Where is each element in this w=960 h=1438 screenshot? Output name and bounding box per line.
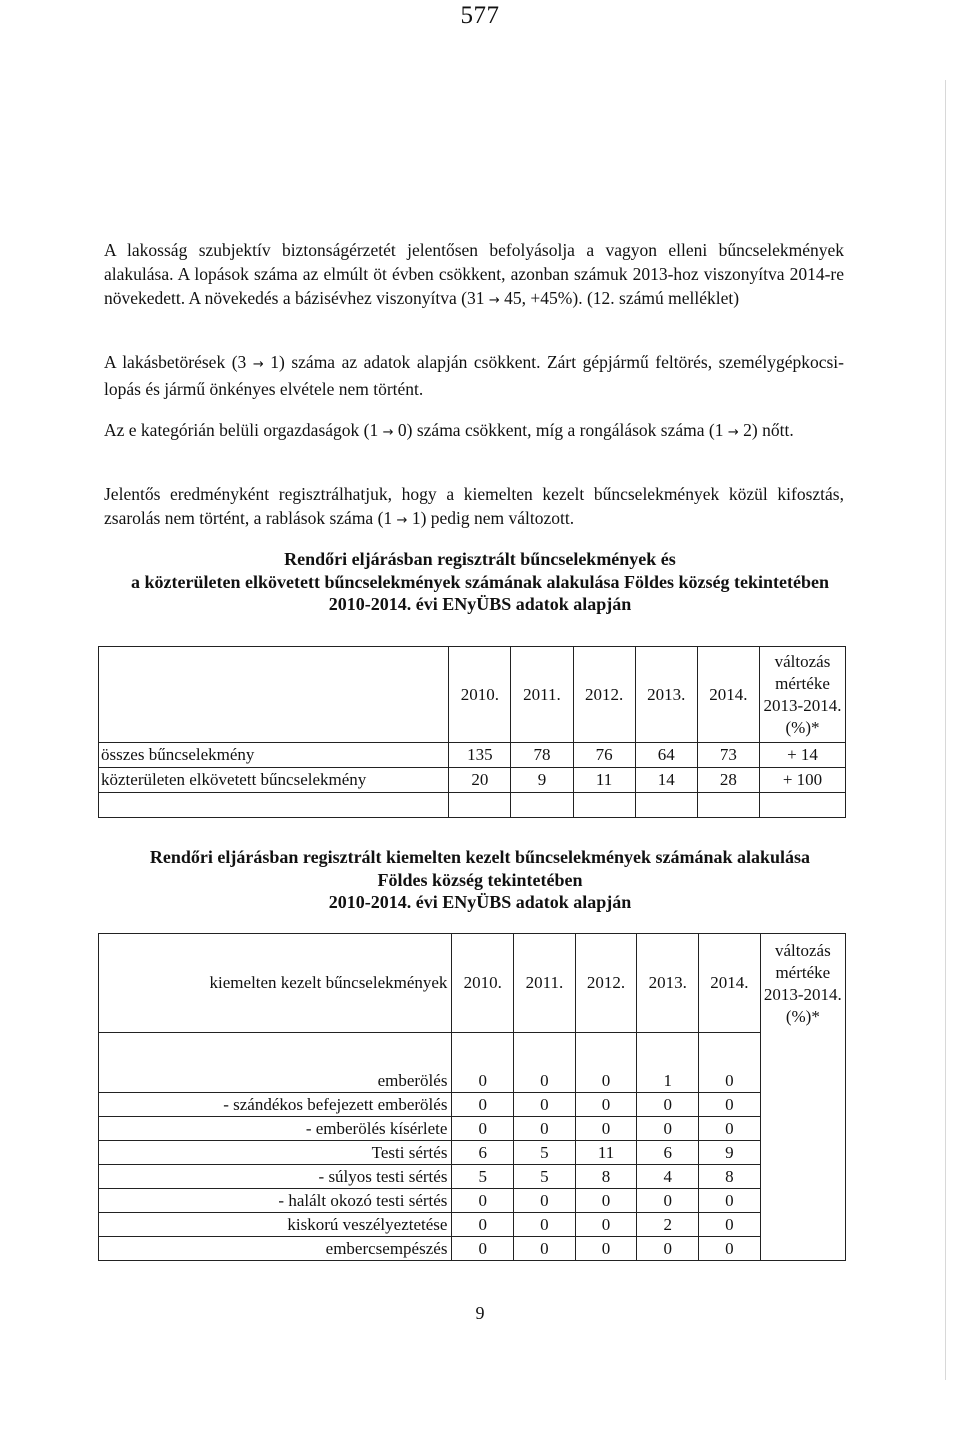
cell-value: 5 (514, 1141, 576, 1165)
row-label: - halált okozó testi sértés (99, 1189, 452, 1213)
change-value: + 14 (760, 743, 846, 768)
priority-crimes-table (98, 933, 846, 1261)
cell-value: 9 (699, 1141, 761, 1165)
cell-value: 6 (637, 1141, 699, 1165)
paragraph-2: A lakásbetörések (3 → 1) száma az adatok alapján csökkent. Zárt gépjármű feltörés, személygépkocsi-lopás és jármű önkényes elvétele nem történt. (104, 352, 844, 399)
cell-value: 5 (514, 1165, 576, 1189)
cell-value: 0 (452, 1213, 514, 1237)
cell-value: 0 (699, 1237, 761, 1261)
cell-value: 0 (514, 1189, 576, 1213)
table-row (99, 1189, 846, 1213)
year-header: 2013. (635, 647, 697, 743)
cell-value: 73 (697, 743, 759, 768)
year-header: 2014. (697, 647, 759, 743)
cell-value: 0 (575, 1117, 637, 1141)
cell-value: 0 (452, 1093, 514, 1117)
cell-value: 0 (452, 1069, 514, 1093)
row-label: összes bűncselekmény (99, 743, 449, 768)
cell-value: 0 (514, 1069, 576, 1093)
cell-value: 0 (575, 1213, 637, 1237)
cell-value: 0 (452, 1189, 514, 1213)
table-row-empty (99, 793, 846, 818)
cell-value: 0 (575, 1069, 637, 1093)
arrow-icon: → (382, 425, 394, 440)
cell-value: 0 (699, 1093, 761, 1117)
table-row (99, 743, 846, 768)
cell-value: 8 (699, 1165, 761, 1189)
cell-value: 0 (637, 1117, 699, 1141)
paragraph-4: Jelentős eredményként regisztrálhatjuk, hogy a kiemelten kezelt bűncselekmények közül kifosztás, zsarolás nem történt, a rablások száma (1 → 1) pedig nem változott. (104, 484, 844, 528)
table-row (99, 1069, 846, 1093)
year-header: 2013. (637, 934, 699, 1033)
table-row (99, 1117, 846, 1141)
year-header: 2011. (514, 934, 576, 1033)
row-label: - szándékos befejezett emberölés (99, 1093, 452, 1117)
cell-value: 5 (452, 1165, 514, 1189)
row-label: emberölés (99, 1069, 452, 1093)
cell-value: 0 (452, 1117, 514, 1141)
cell-value: 0 (575, 1189, 637, 1213)
year-header: 2011. (511, 647, 573, 743)
row-label: embercsempészés (99, 1237, 452, 1261)
table-spacer-row (99, 1033, 846, 1070)
table-row (99, 1237, 846, 1261)
page-edge-line (945, 80, 946, 1380)
row-label: kiskorú veszélyeztetése (99, 1213, 452, 1237)
row-label: közterületen elkövetett bűncselekmény (99, 768, 449, 793)
row-label: Testi sértés (99, 1141, 452, 1165)
table-row (99, 1165, 846, 1189)
cell-value: 0 (452, 1237, 514, 1261)
cell-value: 0 (575, 1093, 637, 1117)
cell-value: 78 (511, 743, 573, 768)
cell-value: 9 (511, 768, 573, 793)
arrow-icon: → (252, 357, 264, 372)
table2-heading: Rendőri eljárásban regisztrált kiemelten kezelt bűncselekmények számának alakulása Földes község tekintetében 2010-2014. évi ENyÜBS adatok alapján (149, 847, 811, 912)
page-top-number: 577 (460, 2, 500, 29)
table1-heading: Rendőri eljárásban regisztrált bűncselekmények és a közterületen elkövetett bűncselekmények számának alakulása Földes község tekintetében 2010-2014. évi ENyÜBS adatok alapján (131, 549, 829, 614)
table-header-row (99, 934, 846, 1033)
arrow-icon: → (727, 425, 739, 440)
arrow-icon: → (396, 513, 408, 528)
cell-value: 0 (575, 1237, 637, 1261)
cell-value: 0 (699, 1213, 761, 1237)
cell-value: 0 (637, 1189, 699, 1213)
change-value: + 100 (760, 768, 846, 793)
cell-value: 4 (637, 1165, 699, 1189)
year-header: 2012. (575, 934, 637, 1033)
change-header: változás mértéke 2013-2014. (%)* (760, 647, 846, 743)
page-number: 9 (475, 1303, 485, 1323)
cell-value: 0 (514, 1237, 576, 1261)
crime-summary-table (98, 646, 846, 818)
paragraph-3: Az e kategórián belüli orgazdaságok (1 → 0) száma csökkent, míg a rongálások száma (1 → 2) nőtt. (104, 420, 794, 440)
cell-value: 1 (637, 1069, 699, 1093)
paragraph-1: A lakosság szubjektív biztonságérzetét jelentősen befolyásolja a vagyon elleni bűncselekmények alakulása. A lopások száma az elmúlt öt évben csökkent, azonban számuk 2013-hoz viszonyítva 2014-re növekedett. A növekedés a bázisévhez viszonyítva (31 → 45, +45%). (12. számú melléklet) (104, 240, 844, 308)
table-row (99, 1093, 846, 1117)
cell-value: 0 (637, 1237, 699, 1261)
cell-value: 0 (637, 1093, 699, 1117)
table-row (99, 768, 846, 793)
year-header: 2014. (699, 934, 761, 1033)
cell-value: 11 (573, 768, 635, 793)
cell-value: 6 (452, 1141, 514, 1165)
year-header: 2012. (573, 647, 635, 743)
table-header-row (99, 647, 846, 743)
cell-value: 11 (575, 1141, 637, 1165)
cell-value: 0 (699, 1069, 761, 1093)
cell-value: 135 (449, 743, 511, 768)
cell-value: 0 (514, 1093, 576, 1117)
label-header: kiemelten kezelt bűncselekmények (99, 934, 452, 1033)
cell-value: 0 (699, 1189, 761, 1213)
table-row (99, 1141, 846, 1165)
arrow-icon: → (488, 293, 500, 308)
cell-value: 2 (637, 1213, 699, 1237)
table-row (99, 1213, 846, 1237)
year-header: 2010. (452, 934, 514, 1033)
header-empty-cell (99, 647, 449, 743)
cell-value: 8 (575, 1165, 637, 1189)
year-header: 2010. (449, 647, 511, 743)
cell-value: 64 (635, 743, 697, 768)
cell-value: 0 (514, 1213, 576, 1237)
change-header: változás mértéke 2013-2014. (%)* (760, 934, 845, 1261)
cell-value: 76 (573, 743, 635, 768)
cell-value: 14 (635, 768, 697, 793)
cell-value: 28 (697, 768, 759, 793)
cell-value: 0 (514, 1117, 576, 1141)
cell-value: 20 (449, 768, 511, 793)
row-label: - emberölés kísérlete (99, 1117, 452, 1141)
row-label: - súlyos testi sértés (99, 1165, 452, 1189)
cell-value: 0 (699, 1117, 761, 1141)
